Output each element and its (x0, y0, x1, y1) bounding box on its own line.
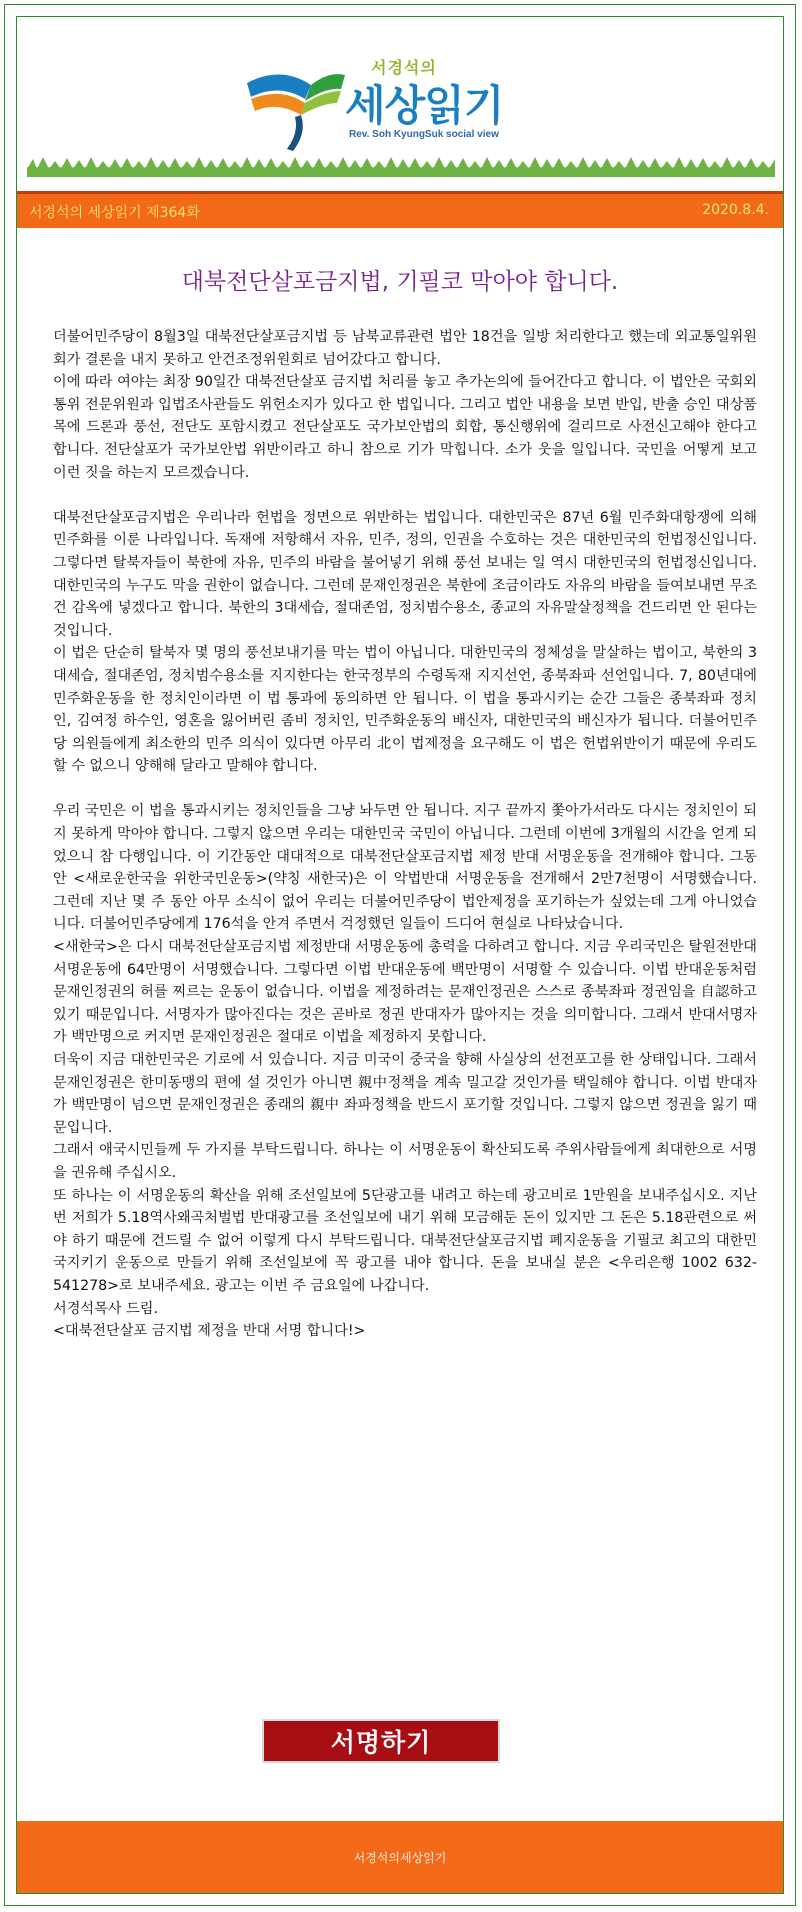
article-title: 대북전단살포금지법, 기필코 막아야 합니다. (181, 269, 619, 295)
paragraph: <새한국>은 다시 대북전단살포금지법 제정반대 서명운동에 총력을 다하려고 합니다. 지금 우리국민은 탈원전반대 서명운동에 64만명이 서명했습니다. 그렇다면 이법 반대운동에 백만명이 서명할 수 있습니다. 이법 반대운동처럼 문재인정권의 허를 찌르는 운동이 없습니다. 이법을 제정하려는 문재인정권은 스스로 종북좌파 정권임을 自認하고 있기 때문입니다. 서명자가 많아진다는 것은 곧바로 정권 반대자가 많아지는 것을 의미합니다. 그래서 반대서명자가 백만명으로 커지면 문재인정권은 절대로 이법을 제정하지 못합니다. (53, 939, 757, 1046)
newsletter-container (16, 16, 784, 1894)
article-body (53, 326, 757, 1343)
logo-subtitle: Rev. Soh KyungSuk social view (349, 129, 499, 140)
book-logo-icon (241, 55, 351, 155)
paragraph: 그래서 애국시민들께 두 가지를 부탁드립니다. 하나는 이 서명운동이 확산되도록 주위사람들에게 최대한으로 서명을 권유해 주십시오. (53, 1142, 757, 1181)
paragraph: 대북전단살포금지법은 우리나라 헌법을 정면으로 위반하는 법입니다. 대한민국은 87년 6월 민주화대항쟁에 의해 민주화를 이룬 나라입니다. 독재에 저항해서 자유, 민주, 정의, 인권을 수호하는 것은 대한민국의 헌법정신입니다. 그렇다면 탈북자들이 북한에 자유, 민주의 바람을 불어넣기 위해 풍선 보내는 일 역시 대한민국의 헌법정신입니다. 대한민국의 누구도 막을 권한이 없습니다. 그런데 문재인정권은 북한에 조금이라도 자유의 바람을 들여보내면 무조건 감옥에 넣겠다고 합니다. 북한의 3대세습, 절대존엄, 정치범수용소, 종교의 자유말살정책을 건드리면 안 된다는 것입니다. (53, 509, 757, 639)
paragraph: 더욱이 지금 대한민국은 기로에 서 있습니다. 지금 미국이 중국을 향해 사실상의 선전포고를 한 상태입니다. 그래서 문재인정권은 한미동맹의 편에 설 것인가 아니면 親中정책을 계속 밀고갈 것인가를 택일해야 합니다. 이법 반대자가 백만명이 넘으면 문재인정권은 종래의 親中 좌파정책을 반드시 포기할 것입니다. 그렇지 않으면 정권을 잃기 때문입니다. (53, 1052, 757, 1136)
signature: 서경석목사 드림. (53, 1300, 158, 1317)
paragraph-spacer (53, 484, 757, 507)
sign-petition-button[interactable]: 서명하기 (262, 1719, 500, 1763)
paragraph: 더불어민주당이 8월3일 대북전단살포금지법 등 남북교류관련 법안 18건을 일방 처리한다고 했는데 외교통일위원회가 결론을 내지 못하고 안건조정위원회로 넘어갔다고 합니다. (53, 329, 757, 368)
paragraph: 또 하나는 이 서명운동의 확산을 위해 조선일보에 5단광고를 내려고 하는데 광고비로 1만원을 보내주십시오. 지난번 저희가 5.18역사왜곡처벌법 반대광고를 조선일보에 내기 위해 모금해둔 돈이 있지만 그 돈은 5.18관련으로 써야 하기 때문에 건드릴 수 없어 이렇게 다시 부탁드립니다. 대북전단살포금지법 폐지운동을 기필코 최고의 대한민국지키기 운동으로 만들기 위해 조선일보에 꼭 광고를 내야 합니다. 돈을 보내실 분은 <우리은행 1002 632-541278>로 보내주세요. 광고는 이번 주 금요일에 나갑니다. (53, 1187, 757, 1294)
paragraph: 우리 국민은 이 법을 통과시키는 정치인들을 그냥 놔두면 안 됩니다. 지구 끝까지 쫓아가서라도 다시는 정치인이 되지 못하게 막아야 합니다. 그렇지 않으면 우리는 대한민국 국민이 아닙니다. 그런데 이번에 3개월의 시간을 얻게 되었으니 참 다행입니다. 이 기간동안 대대적으로 대북전단살포금지법 제정 반대 서명운동을 전개해야 합니다. 그동안 <새로운한국을 위한국민운동>(약칭 새한국)은 이 악법반대 서명운동을 전개해서 2만7천명이 서명했습니다. 그런데 지난 몇 주 동안 아무 소식이 없어 우리는 더불어민주당이 법안제정을 포기하는가 싶었는데 그게 아니었습니다. 더불어민주당에게 176석을 안겨 주면서 걱정했던 일들이 드디어 현실로 나타났습니다. (53, 803, 757, 933)
paragraph: 이에 따라 여야는 최장 90일간 대북전단살포 금지법 처리를 놓고 추가논의에 들어간다고 합니다. 이 법안은 국회외통위 전문위원과 입법조사관들도 위헌소지가 있다고 한 법입니다. 그리고 법안 내용을 보면 반입, 반출 승인 대상품목에 드론과 풍선, 전단도 포함시켰고 전단살포도 국가보안법의 회합, 통신행위에 걸리므로 사전신고해야 한다고 합니다. 전단살포가 국가보안법 위반이라고 하니 참으로 기가 막힙니다. 소가 웃을 일입니다. 국민을 어떻게 보고 이런 짓을 하는지 모르겠습니다. (53, 374, 757, 481)
issue-date: 2020.8.4. (702, 202, 769, 218)
logo-title-big: 세상읽기 (345, 81, 504, 130)
logo[interactable] (241, 55, 571, 155)
footer (17, 1821, 783, 1893)
footer-text: 서경석의세상읽기 (353, 1850, 447, 1865)
issue-number: 서경석의 세상읽기 제364화 (29, 205, 200, 221)
issue-bar (17, 191, 783, 228)
paragraph: 이 법은 단순히 탈북자 몇 명의 풍선보내기를 막는 법이 아닙니다. 대한민국의 정체성을 말살하는 법이고, 북한의 3대세습, 절대존엄, 정치범수용소를 지지한다는 한국정부의 수령독재 지지선언, 종북좌파 선언입니다. 7, 80년대에 민주화운동을 한 정치인이라면 이 법 통과에 동의하면 안 됩니다. 이 법을 통과시키는 순간 그들은 종북좌파 정치인, 김여정 하수인, 영혼을 잃어버린 좀비 정치인, 민주화운동의 배신자, 대한민국의 배신자가 됩니다. 더불어민주당 의원들에게 최소한의 민주 의식이 있다면 아무리 北이 법제정을 요구해도 이 법은 헌법위반이기 때문에 우리도 할 수 없으니 양해해 달라고 말해야 합니다. (53, 645, 758, 775)
paragraph-spacer (53, 778, 757, 801)
logo-title-small: 서경석의 (371, 58, 437, 77)
grass-decoration-icon (27, 155, 775, 177)
header (17, 17, 783, 191)
newsletter-outer-frame (4, 4, 796, 1906)
petition-statement: <대북전단살포 금지법 제정을 반대 서명 합니다!> (53, 1323, 366, 1340)
